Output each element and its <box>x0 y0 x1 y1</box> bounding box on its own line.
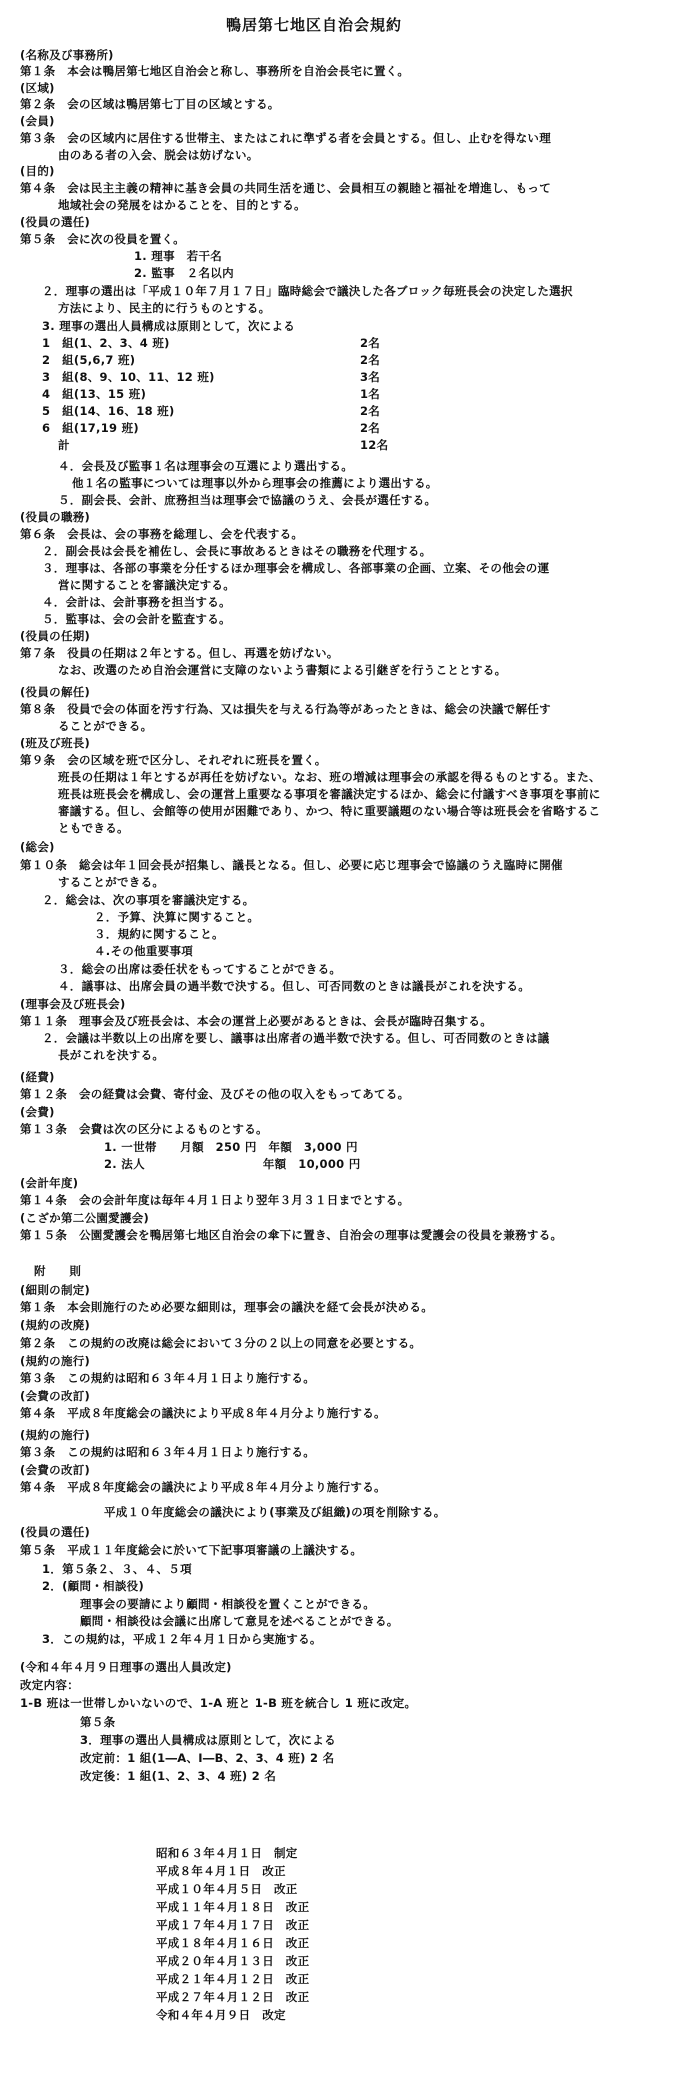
text-line: 2 組(5,6,7 班) <box>42 353 136 367</box>
text-line: 第６条 会長は、会の事務を総理し、会を代表する。 <box>20 527 304 541</box>
text-line: 第１５条 公園愛護会を鴨居第七地区自治会の傘下に置き、自治会の理事は愛護会の役員を兼務する。 <box>20 1228 563 1242</box>
text-line: ３．総会の出席は委任状をもってすることができる。 <box>58 962 342 976</box>
text-line: 第３条 この規約は昭和６３年４月１日より施行する。 <box>20 1371 315 1385</box>
text-line: 2. 監事 ２名以内 <box>134 266 234 280</box>
text-line: 昭和６３年４月１日 制定 <box>156 1846 298 1860</box>
text-line: 営に関することを審議決定する。 <box>58 578 235 592</box>
text-line: 1．第５条２、３、４、５項 <box>42 1562 192 1576</box>
text-line: 第５条 平成１１年度総会に於いて下記事項審議の上議決する。 <box>20 1543 363 1557</box>
text-line: 1. 理事 若干名 <box>134 249 223 263</box>
text-line: 2名 <box>360 336 381 350</box>
text-line: (会費) <box>20 1105 55 1119</box>
text-line: 6 組(17,19 班) <box>42 421 139 435</box>
text-line: 3. 理事の選出人員構成は原則として，次による <box>42 319 296 333</box>
text-line: 附 則 <box>34 1264 82 1278</box>
text-line: (名称及び事務所) <box>20 48 114 62</box>
text-line: (規約の施行) <box>20 1354 91 1368</box>
text-line: (経費) <box>20 1070 55 1084</box>
text-line: (役員の任期) <box>20 629 91 643</box>
text-line: 平成２１年４月１２日 改正 <box>156 1972 310 1986</box>
text-line: (会費の改訂) <box>20 1463 91 1477</box>
text-line: 第４条 平成８年度総会の議決により平成８年４月分より施行する。 <box>20 1480 386 1494</box>
text-line: ２．会議は半数以上の出席を要し、議事は出席者の過半数で決する。但し、可否同数のときは議 <box>42 1031 550 1045</box>
text-line: (令和４年４月９日理事の選出人員改定) <box>20 1660 232 1674</box>
text-line: 2．(顧問・相談役) <box>42 1579 145 1593</box>
text-line: ４．議事は、出席会員の過半数で決する。但し、可否同数のときは議長がこれを決する。 <box>58 979 530 993</box>
text-line: ることができる。 <box>58 719 153 733</box>
text-line: 第３条 会の区域内に居住する世帯主、またはこれに準ずる者を会員とする。但し、止むを得ない理 <box>20 131 551 145</box>
text-line: 第１０条 総会は年１回会長が招集し、議長となる。但し、必要に応じ理事会で協議のうえ臨時に開催 <box>20 858 563 872</box>
text-line: 改定後：1 組(1、2、3、4 班) 2 名 <box>80 1769 277 1783</box>
text-line: (会費の改訂) <box>20 1389 91 1403</box>
text-line: ３．理事は、各部の事業を分任するほか理事会を構成し、各部事業の企画、立案、その他会の運 <box>42 561 550 575</box>
text-line: 平成１０年度総会の議決により(事業及び組織)の項を削除する。 <box>104 1505 446 1519</box>
text-line: ４．会長及び監事１名は理事会の互選により選出する。 <box>58 459 353 473</box>
text-line: 平成１７年４月１７日 改正 <box>156 1918 310 1932</box>
text-line: 3．この規約は，平成１２年４月１日から実施する。 <box>42 1632 322 1646</box>
text-line: 2名 <box>360 404 381 418</box>
text-line: (会員) <box>20 114 55 128</box>
text-line: 他１名の監事については理事以外から理事会の推薦により選出する。 <box>72 476 438 490</box>
text-line: 12名 <box>360 438 389 452</box>
text-line: することができる。 <box>58 875 165 889</box>
text-line: 顧問・相談役は会議に出席して意見を述べることができる。 <box>80 1614 399 1628</box>
text-line: (区域) <box>20 81 55 95</box>
text-line: 第１４条 会の会計年度は毎年４月１日より翌年３月３１日までとする。 <box>20 1193 410 1207</box>
text-line: ２．副会長は会長を補佐し、会長に事故あるときはその職務を代理する。 <box>42 544 432 558</box>
text-line: 4 組(13、15 班) <box>42 387 147 401</box>
text-line: (目的) <box>20 164 55 178</box>
text-line: ともできる。 <box>58 821 129 835</box>
text-line: 1. 一世帯 月額 250 円 年額 3,000 円 <box>104 1140 358 1154</box>
text-line: 第２条 この規約の改廃は総会において３分の２以上の同意を必要とする。 <box>20 1336 422 1350</box>
text-line: 平成１０年４月５日 改正 <box>156 1882 298 1896</box>
text-line: ５．副会長、会計、庶務担当は理事会で協議のうえ、会長が選任する。 <box>58 493 437 507</box>
text-line: 2. 法人 年額 10,000 円 <box>104 1157 361 1171</box>
text-line: (役員の選任) <box>20 1525 91 1539</box>
text-line: (こざか第二公園愛護会) <box>20 1211 150 1225</box>
text-line: 令和４年４月９日 改定 <box>156 2008 286 2022</box>
text-line: 審議する。但し、会館等の使用が困難であり、かつ、特に重要議題のない場合等は班長会を省略するこ <box>58 804 601 818</box>
text-line: (班及び班長) <box>20 736 91 750</box>
text-line: 第９条 会の区域を班で区分し、それぞれに班長を置く。 <box>20 753 327 767</box>
text-line: 1-B 班は一世帯しかいないので、1-A 班と 1-B 班を統合し 1 班に改定。 <box>20 1696 417 1710</box>
text-line: 第１条 本会は鴨居第七地区自治会と称し、事務所を自治会長宅に置く。 <box>20 64 410 78</box>
text-line: 1名 <box>360 387 381 401</box>
text-line: 第５条 会に次の役員を置く。 <box>20 232 185 246</box>
text-line: 2名 <box>360 421 381 435</box>
text-line: 第２条 会の区域は鴨居第七丁目の区域とする。 <box>20 97 280 111</box>
text-line: 3．理事の選出人員構成は原則として，次による <box>80 1733 336 1747</box>
text-line: ４．会計は、会計事務を担当する。 <box>42 595 231 609</box>
text-line: (会計年度) <box>20 1176 79 1190</box>
text-line: 第３条 この規約は昭和６３年４月１日より施行する。 <box>20 1445 315 1459</box>
text-line: 1 組(1、2、3、4 班) <box>42 336 170 350</box>
text-line: 平成２７年４月１２日 改正 <box>156 1990 310 2004</box>
text-line: (役員の解任) <box>20 685 91 699</box>
text-line: 第５条 <box>80 1715 116 1729</box>
text-line: (役員の職務) <box>20 510 91 524</box>
text-line: 方法により、民主的に行うものとする。 <box>58 301 271 315</box>
text-line: 2名 <box>360 353 381 367</box>
text-line: なお、改選のため自治会運営に支障のないよう書類による引継ぎを行うこととする。 <box>58 663 507 677</box>
text-line: (総会) <box>20 840 55 854</box>
text-line: 平成１１年４月１８日 改正 <box>156 1900 310 1914</box>
text-line: 第１２条 会の経費は会費、寄付金、及びその他の収入をもってあてる。 <box>20 1087 410 1101</box>
document-title: 鴨居第七地区自治会規約 <box>226 16 403 34</box>
text-line: 第１１条 理事会及び班長会は、本会の運営上必要があるときは、会長が臨時召集する。 <box>20 1014 492 1028</box>
text-line: 5 組(14、16、18 班) <box>42 404 175 418</box>
text-line: ２．予算、決算に関すること。 <box>94 910 260 924</box>
text-line: (役員の選任) <box>20 215 91 229</box>
text-line: 3名 <box>360 370 381 384</box>
text-line: ５．監事は、会の会計を監査する。 <box>42 612 231 626</box>
text-line: 3 組(8、9、10、11、12 班) <box>42 370 215 384</box>
text-line: 第４条 平成８年度総会の議決により平成８年４月分より施行する。 <box>20 1406 386 1420</box>
text-line: 改定前：1 組(1―A、I―B、2、3、4 班) 2 名 <box>80 1751 335 1765</box>
text-line: (規約の施行) <box>20 1428 91 1442</box>
text-line: 由のある者の入会、脱会は妨げない。 <box>58 148 259 162</box>
text-line: ４.その他重要事項 <box>94 944 194 958</box>
text-line: ３．規約に関すること。 <box>94 927 224 941</box>
text-line: 理事会の要請により顧問・相談役を置くことができる。 <box>80 1597 375 1611</box>
text-line: 班長の任期は１年とするが再任を妨げない。なお、班の増減は理事会の承認を得るものとする。また、 <box>58 770 601 784</box>
text-line: (規約の改廃) <box>20 1318 91 1332</box>
text-line: 班長は班長会を構成し、会の運営上重要なる事項を審議決定するほか、総会に付議すべき事項を事前に <box>58 787 601 801</box>
text-line: 平成１８年４月１６日 改正 <box>156 1936 310 1950</box>
text-line: 改定内容： <box>20 1678 79 1692</box>
text-line: 地域社会の発展をはかることを、目的とする。 <box>58 198 306 212</box>
text-line: (細則の制定) <box>20 1283 91 1297</box>
text-line: 第１条 本会則施行のため必要な細則は，理事会の議決を経て会長が決める。 <box>20 1300 433 1314</box>
text-line: 長がこれを決する。 <box>58 1048 165 1062</box>
text-line: 第１３条 会費は次の区分によるものとする。 <box>20 1122 268 1136</box>
text-line: 平成８年４月１日 改正 <box>156 1864 286 1878</box>
text-line: 計 <box>58 438 70 452</box>
text-line: ２．総会は、次の事項を審議決定する。 <box>42 893 255 907</box>
text-line: ２．理事の選出は「平成１０年７月１７日」臨時総会で議決した各ブロック毎班長会の決定した選択 <box>42 284 573 298</box>
text-line: (理事会及び班長会) <box>20 997 126 1011</box>
text-line: 平成２０年４月１３日 改正 <box>156 1954 310 1968</box>
text-line: 第７条 役員の任期は２年とする。但し、再選を妨げない。 <box>20 646 339 660</box>
text-line: 第４条 会は民主主義の精神に基き会員の共同生活を通じ、会員相互の親睦と福祉を増進し、もって <box>20 181 551 195</box>
text-line: 第８条 役員で会の体面を汚す行為、又は損失を与える行為等があったときは、総会の決議で解任す <box>20 702 551 716</box>
